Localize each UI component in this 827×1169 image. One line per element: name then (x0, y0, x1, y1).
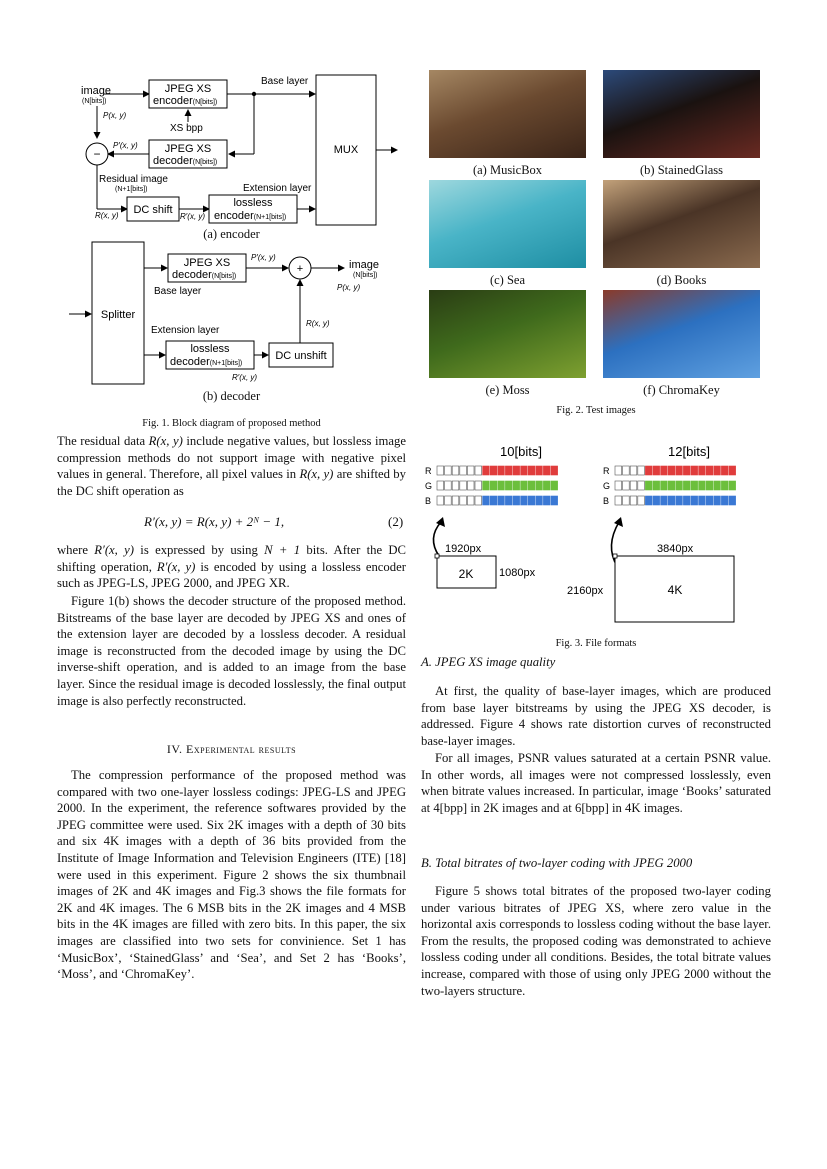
svg-text:1920px: 1920px (445, 543, 482, 555)
row-label: B (425, 496, 432, 506)
bit-cell (513, 481, 520, 490)
thumbnail-label-1: (a) MusicBox (472, 163, 543, 177)
bit-cell (437, 481, 444, 490)
bit-cell (706, 496, 713, 505)
svg-text:2160px: 2160px (567, 585, 604, 597)
svg-text:lossless: lossless (190, 343, 230, 355)
svg-text:R(x, y): R(x, y) (306, 319, 330, 328)
thumbnail-label-6: (f) ChromaKey (643, 383, 720, 397)
bit-cell (683, 466, 690, 475)
bit-cell (490, 496, 497, 505)
bit-cell (536, 481, 543, 490)
svg-text:XS bpp: XS bpp (170, 123, 203, 134)
bit-cell (528, 481, 535, 490)
row-label: G (603, 481, 611, 491)
svg-text:R′(x, y): R′(x, y) (180, 212, 206, 221)
bit-cell (452, 481, 459, 490)
bit-cell (498, 466, 505, 475)
bit-cell (714, 481, 721, 490)
bit-cell (653, 481, 660, 490)
bit-cell (528, 496, 535, 505)
row-label: B (603, 496, 610, 506)
bit-cell (638, 496, 645, 505)
bit-cell (452, 496, 459, 505)
bit-cell (721, 481, 728, 490)
thumbnail-label-5: (e) Moss (485, 383, 530, 397)
svg-text:Base layer: Base layer (261, 76, 309, 87)
bit-cell (691, 481, 698, 490)
bit-cell (653, 496, 660, 505)
thumbnail-3 (429, 180, 586, 268)
paragraph-decoder: Figure 1(b) shows the decoder structure of the proposed method. Bitstreams of the base layer are decoded by JPEG XS and ones of the extension layer are decoded by a lossless decoder. A residual image is reconstructed from the decoded image by using the DC inverse-shift operation, and is added to an image from the base layer. Since the residual image is decoded losslessly, the final output image is also perfectly reconstructed. (57, 594, 406, 708)
bit-cell (721, 496, 728, 505)
row-label: R (425, 466, 432, 476)
paragraph-bitrates: Figure 5 shows total bitrates of the proposed two-layer coding under various bitrates of JPEG XS, where zero value in the horizontal axis corresponds to lossless coding without the base layer. From the results, the proposed coding was demonstrated to achieve lossless coding under all conditions. Besides, the total bitrate values increase, compared with those of using only JPEG 2000 without the two-layers structure. (421, 884, 771, 998)
bit-cell (623, 466, 630, 475)
bit-cell (467, 481, 474, 490)
row-label: G (425, 481, 433, 491)
bit-cell (452, 466, 459, 475)
bit-cell (615, 481, 622, 490)
bit-cell (691, 496, 698, 505)
paragraph-experiment: The compression performance of the proposed method was compared with two one-layer lossless codings: JPEG-LS and JPEG 2000. In the experiment, the reference softwares provided by the JPEG committee were used. Six 2K images with a depth of 30 bits and six 4K images with a depth of 36 bits provided from the Institute of Image Information and Television Engineers (ITE) [18] were used in this experiment. Figure 2 shows the six thumbnail images of 2K and 4K images and Fig.3 shows the file formats for 2K and 4K images. The 6 MSB bits in the 2K images and 4 MSB bits in the 4K images are filled with zero bits. In this paper, the six images are classified into two sets for convinience. Set 1 has ‘MusicBox’, ‘StainedGlass’ and ‘Sea’, and Set 2 has ‘Books’, ‘Moss’, and ‘ChromaKey’. (57, 768, 406, 982)
bits-12-diagram (603, 466, 736, 506)
svg-text:DC unshift: DC unshift (275, 350, 327, 362)
bit-cell (467, 496, 474, 505)
bit-cell (475, 466, 482, 475)
svg-text:3840px: 3840px (657, 543, 694, 555)
thumbnail-label-3: (c) Sea (489, 273, 526, 287)
bit-cell (536, 496, 543, 505)
bit-cell (729, 481, 736, 490)
thumbnail-label-4: (d) Books (656, 273, 707, 287)
bit-cell (460, 496, 467, 505)
svg-text:encoder(N[bits]): encoder(N[bits]) (153, 95, 218, 107)
bit-cell (498, 481, 505, 490)
bit-cell (714, 496, 721, 505)
bit-cell (699, 481, 706, 490)
bit-cell (714, 466, 721, 475)
bit-cell (668, 496, 675, 505)
bit-cell (691, 466, 698, 475)
svg-text:JPEG XS: JPEG XS (164, 83, 212, 95)
svg-text:DC shift: DC shift (133, 204, 173, 216)
thumbnail-1 (429, 70, 586, 158)
svg-text:JPEG XS: JPEG XS (164, 143, 212, 155)
fig1b-caption: (b) decoder (202, 389, 261, 403)
bit-cell (445, 496, 452, 505)
bit-cell (630, 466, 637, 475)
svg-text:−: − (93, 147, 101, 161)
bits12-label: 12[bits] (668, 444, 710, 459)
bit-cell (505, 466, 512, 475)
svg-text:P′(x, y): P′(x, y) (113, 141, 138, 150)
svg-text:JPEG XS: JPEG XS (183, 257, 231, 269)
bit-cell (706, 481, 713, 490)
bit-cell (475, 481, 482, 490)
svg-text:R′(x, y): R′(x, y) (232, 373, 258, 382)
bit-cell (551, 466, 558, 475)
bit-cell (536, 466, 543, 475)
bit-cell (551, 496, 558, 505)
svg-text:1080px: 1080px (499, 567, 536, 579)
svg-text:(N+1[bits]): (N+1[bits]) (115, 186, 148, 193)
bit-cell (615, 466, 622, 475)
bit-cell (729, 466, 736, 475)
bit-cell (645, 496, 652, 505)
bit-cell (475, 496, 482, 505)
thumbnail-5 (429, 290, 586, 378)
bit-cell (445, 466, 452, 475)
fig3-file-formats (421, 438, 771, 633)
bit-cell (668, 481, 675, 490)
paragraph-quality-2: For all images, PSNR values saturated at a certain PSNR value. In other words, all images were not compressed losslessly, even when bitrate values increased. In particular, image ‘Books’ saturated at 4[bpp] in 2K images and at 6[bpp] in 4K images. (421, 751, 771, 815)
bit-cell (521, 496, 528, 505)
bit-cell (513, 496, 520, 505)
svg-text:(N[bits]): (N[bits]) (353, 272, 378, 279)
bit-cell (483, 481, 490, 490)
thumbnail-2 (603, 70, 760, 158)
fig1-decoder-diagram (57, 240, 402, 388)
bit-cell (437, 466, 444, 475)
svg-text:P′(x, y): P′(x, y) (251, 253, 276, 262)
bit-cell (645, 466, 652, 475)
bit-cell (676, 496, 683, 505)
bit-cell (706, 466, 713, 475)
bit-cell (505, 481, 512, 490)
bit-cell (623, 481, 630, 490)
bit-cell (528, 466, 535, 475)
bit-cell (521, 466, 528, 475)
svg-text:lossless: lossless (233, 197, 273, 209)
bit-cell (676, 481, 683, 490)
svg-text:4K: 4K (667, 583, 683, 597)
bit-cell (638, 481, 645, 490)
thumbnail-4 (603, 180, 760, 268)
bit-cell (661, 496, 668, 505)
bits10-label: 10[bits] (500, 444, 542, 459)
bits-10-diagram (425, 466, 558, 506)
svg-text:Residual image: Residual image (99, 174, 168, 185)
fig1a-caption: (a) encoder (203, 227, 260, 241)
bit-cell (668, 466, 675, 475)
bit-cell (460, 481, 467, 490)
bit-cell (676, 466, 683, 475)
bit-cell (653, 466, 660, 475)
bit-cell (483, 496, 490, 505)
paragraph-residual: The residual data R(x, y) include negative values, but lossless image compression methods do not support image with negative pixel values in general. Therefore, all pixel values in R(x, y) are shifted by the DC shift operation as (57, 434, 406, 498)
bit-cell (551, 481, 558, 490)
bit-cell (661, 481, 668, 490)
equation-number: (2) (388, 514, 404, 529)
bit-cell (521, 481, 528, 490)
thumbnail-label-2: (b) StainedGlass (640, 163, 723, 177)
enc-image-label: image (81, 85, 111, 97)
bit-cell (630, 481, 637, 490)
bit-cell (460, 466, 467, 475)
svg-text:Splitter: Splitter (100, 309, 136, 321)
fig1-caption: Fig. 1. Block diagram of proposed method (142, 418, 321, 429)
bit-cell (683, 496, 690, 505)
svg-text:image: image (349, 259, 379, 271)
subsection-b: B. Total bitrates of two-layer coding with JPEG 2000 (421, 856, 693, 870)
bit-cell (445, 481, 452, 490)
fig1-encoder-diagram (57, 70, 402, 235)
bit-cell (543, 466, 550, 475)
bit-cell (630, 496, 637, 505)
section-heading: IV. Experimental results (166, 742, 297, 756)
bit-cell (498, 496, 505, 505)
svg-text:2K: 2K (458, 567, 474, 581)
bit-cell (490, 481, 497, 490)
bit-cell (721, 466, 728, 475)
paragraph-quality-1: At first, the quality of base-layer images, which are produced from base layer bitstreams by using the JPEG XS decoder, is addressed. Figure 4 shows rate distortion curves of reconstructed base-layer images. (421, 684, 771, 748)
svg-text:Extension layer: Extension layer (243, 183, 312, 194)
paragraph-where: where R′(x, y) is expressed by using N + 1 bits. After the DC shifting operation, R′(x, y) is encoded by using a lossless encoder such as JPEG-LS, JPEG 2000, and JPEG XR. (57, 543, 407, 591)
row-label: R (603, 466, 610, 476)
bit-cell (645, 481, 652, 490)
enc-nbits-label: (N[bits]) (82, 98, 107, 105)
subsection-a: A. JPEG XS image quality (421, 655, 556, 669)
fig3-caption: Fig. 3. File formats (555, 638, 637, 649)
bit-cell (638, 466, 645, 475)
svg-text:encoder(N+1[bits]): encoder(N+1[bits]) (214, 210, 287, 222)
bit-cell (699, 496, 706, 505)
svg-text:P(x, y): P(x, y) (337, 283, 361, 292)
bit-cell (543, 481, 550, 490)
thumbnail-6 (603, 290, 760, 378)
fig2-caption: Fig. 2. Test images (556, 405, 636, 416)
bit-cell (615, 496, 622, 505)
bit-cell (437, 496, 444, 505)
svg-text:Base layer: Base layer (154, 286, 202, 297)
bit-cell (661, 466, 668, 475)
svg-text:R(x, y): R(x, y) (95, 211, 119, 220)
bit-cell (623, 496, 630, 505)
bit-cell (513, 466, 520, 475)
bit-cell (490, 466, 497, 475)
bit-cell (699, 466, 706, 475)
svg-text:Extension layer: Extension layer (151, 325, 220, 336)
bit-cell (467, 466, 474, 475)
bit-cell (683, 481, 690, 490)
enc-pxy-label: P(x, y) (103, 111, 127, 120)
equation-2: R′(x, y) = R(x, y) + 2ᴺ − 1, (144, 514, 285, 529)
svg-text:MUX: MUX (333, 144, 359, 156)
svg-text:decoder(N[bits]): decoder(N[bits]) (153, 155, 218, 167)
svg-text:decoder(N[bits]): decoder(N[bits]) (172, 269, 237, 281)
bit-cell (543, 496, 550, 505)
svg-text:+: + (296, 263, 304, 275)
svg-text:decoder(N+1[bits]): decoder(N+1[bits]) (170, 356, 243, 368)
bit-cell (505, 496, 512, 505)
bit-cell (729, 496, 736, 505)
bit-cell (483, 466, 490, 475)
